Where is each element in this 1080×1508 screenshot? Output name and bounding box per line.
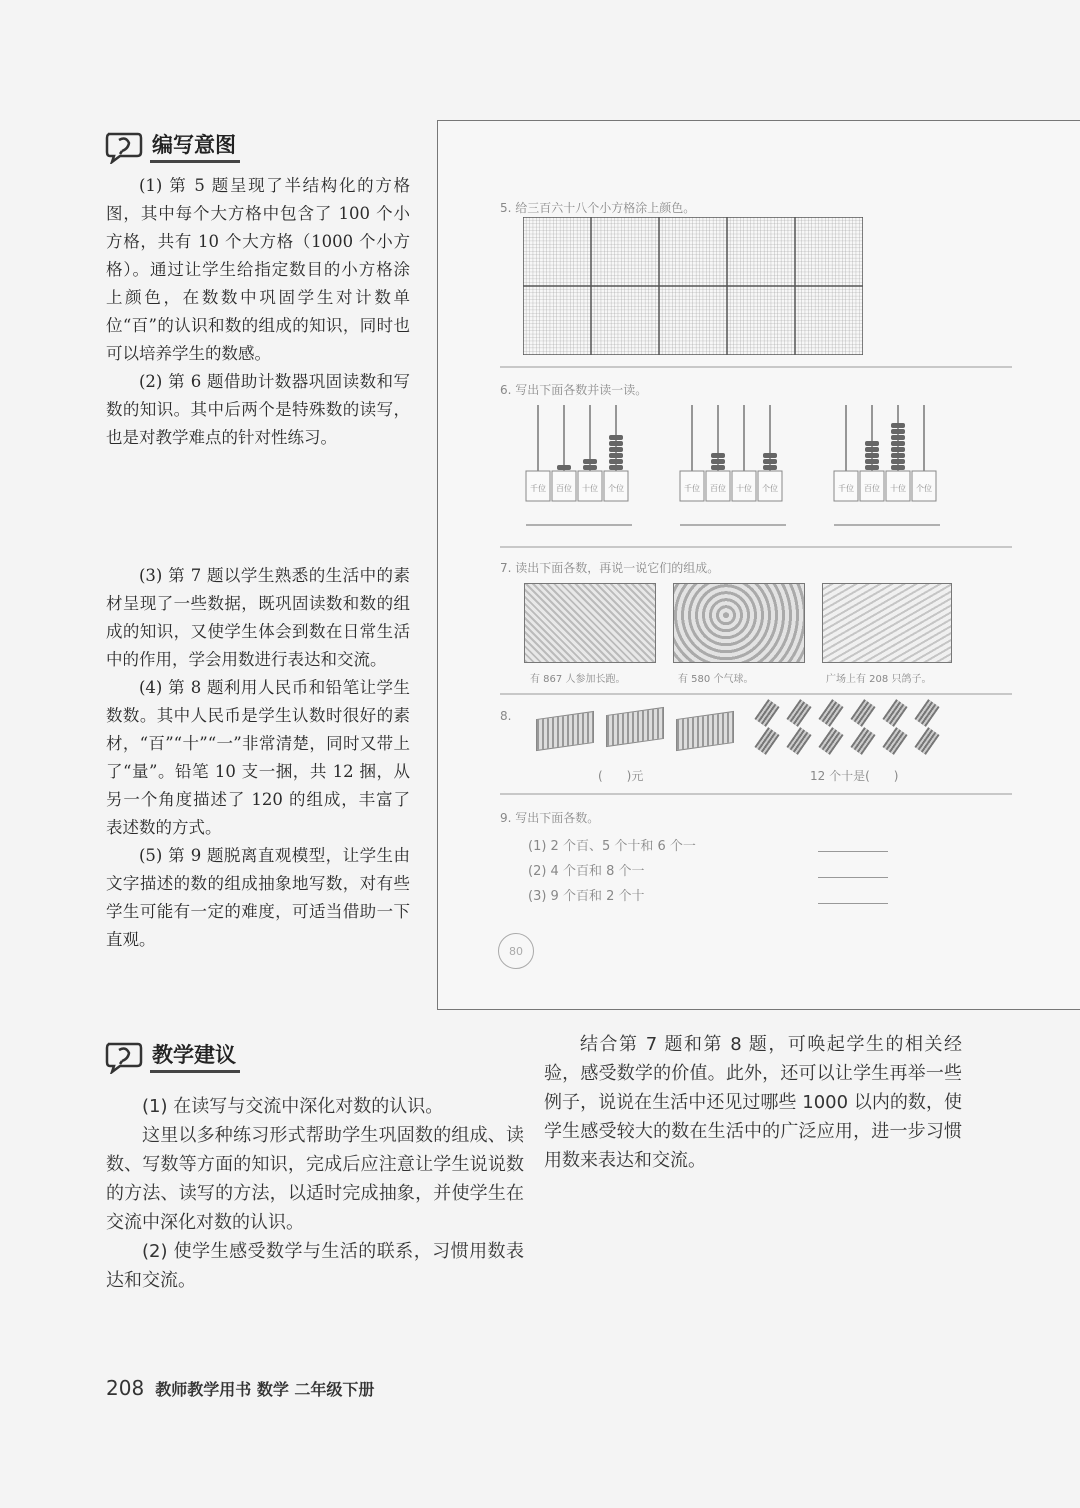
abacus-label: 百位 — [864, 484, 880, 493]
question-9: 9. 写出下面各数。 — [500, 811, 600, 825]
page-number-badge: 80 — [498, 933, 534, 969]
pencil-bundle — [850, 727, 875, 755]
abacus-bead — [865, 453, 879, 458]
divider — [500, 693, 1012, 695]
abacus — [832, 401, 952, 531]
question-5: 5. 给三百六十八个小方格涂上颜色。 — [500, 201, 696, 215]
abacus-bead — [609, 447, 623, 452]
pencil-bundle — [818, 727, 843, 755]
answer-line — [818, 851, 888, 852]
paragraph: (4) 第 8 题利用人民币和铅笔让学生数数。其中人民币是学生认数时很好的素材，“百”“十”“一”非常清楚，同时又带上了“量”。铅笔 10 支一捆，共 12 捆，从另一个角度描述了 120 的组成，丰富了表述数的方式。 — [106, 678, 410, 837]
abacus-label: 百位 — [710, 484, 726, 493]
photo-runners — [524, 583, 656, 663]
abacus-bead — [865, 447, 879, 452]
caption: 有 867 人参加长跑。 — [530, 674, 626, 685]
pencil-bundle — [914, 727, 939, 755]
caption: 12 个十是( ) — [810, 769, 899, 783]
teaching-advice-right — [544, 1030, 962, 1175]
abacus-label: 百位 — [556, 484, 572, 493]
pencil-bundle — [754, 699, 779, 727]
abacus-label: 千位 — [838, 484, 854, 493]
abacus-label: 千位 — [684, 484, 700, 493]
abacus-bead — [891, 423, 905, 428]
abacus-bead — [891, 447, 905, 452]
abacus-label: 个位 — [608, 484, 624, 493]
abacus-bead — [891, 459, 905, 464]
page-footer — [106, 1376, 374, 1400]
answer-line — [818, 903, 888, 904]
abacus-label: 个位 — [762, 484, 778, 493]
abacus-bead — [609, 465, 623, 470]
divider — [500, 546, 1012, 548]
abacus-label: 十位 — [890, 484, 906, 493]
abacus-bead — [891, 465, 905, 470]
pencil-bundle — [914, 699, 939, 727]
caption: ( )元 — [598, 769, 644, 783]
q9-item: (3) 9 个百和 2 个十 — [528, 889, 645, 904]
paragraph: (3) 第 7 题以学生熟悉的生活中的素材呈现了一些数据，既巩固读数和数的组成的知识，又使学生体会到数在日常生活中的作用，学会用数进行表达和交流。 — [106, 566, 410, 669]
divider — [500, 366, 1012, 368]
abacus-bead — [865, 441, 879, 446]
question-7: 7. 读出下面各数，再说一说它们的组成。 — [500, 561, 720, 575]
abacus-label: 千位 — [530, 484, 546, 493]
q9-item: (1) 2 个百、5 个十和 6 个一 — [528, 839, 696, 854]
section-header-design-intent — [104, 130, 240, 164]
photo-balloons — [673, 583, 805, 663]
abacus-bead — [763, 465, 777, 470]
page-number: 208 — [106, 1376, 145, 1400]
money-bundle — [536, 711, 594, 751]
abacus-bead — [763, 459, 777, 464]
section-title: 教学建议 — [150, 1042, 240, 1073]
q9-item: (2) 4 个百和 8 个一 — [528, 864, 645, 879]
money-bundle — [676, 711, 734, 751]
abacus-bead — [609, 453, 623, 458]
paragraph: 这里以多种练习形式帮助学生巩固数的组成、读数、写数等方面的知识，完成后应注意让学生说说数的方法、读写的方法，以适时完成抽象，并使学生在交流中深化对数的认识。 — [106, 1125, 524, 1233]
abacus-bead — [711, 459, 725, 464]
abacus-bead — [609, 435, 623, 440]
abacus-row — [524, 401, 994, 531]
abacus-bead — [891, 435, 905, 440]
abacus — [524, 401, 644, 531]
chat-bubble-icon — [104, 130, 144, 164]
abacus — [678, 401, 798, 531]
abacus-bead — [763, 453, 777, 458]
abacus-bead — [583, 459, 597, 464]
pencil-bundle — [754, 727, 779, 755]
divider — [500, 793, 1012, 795]
abacus-bead — [891, 441, 905, 446]
design-intent-block — [106, 172, 410, 452]
money-bundles — [536, 711, 741, 751]
question-8: 8. — [500, 709, 512, 723]
paragraph: (2) 第 6 题借助计数器巩固读数和写数的知识。其中后两个是特殊数的读写，也是对教学难点的针对性练习。 — [106, 372, 410, 447]
paragraph: (1) 在读写与交流中深化对数的认识。 — [142, 1096, 444, 1117]
abacus-bead — [557, 465, 571, 470]
paragraph: (1) 第 5 题呈现了半结构化的方格图，其中每个大方格中包含了 100 个小方格，共有 10 个大方格（1000 个小方格）。通过让学生给指定数目的小方格涂上颜色，在数数中巩固学生对计数单位“百”的认识和数的组成的知识，同时也可以培养学生的数感。 — [106, 176, 410, 363]
design-intent-block-2 — [106, 562, 410, 954]
teaching-advice-left — [106, 1092, 524, 1295]
grid-figure — [523, 217, 863, 355]
abacus-bead — [891, 453, 905, 458]
pencil-bundle — [818, 699, 843, 727]
caption: 广场上有 208 只鸽子。 — [826, 674, 932, 685]
abacus-bead — [711, 453, 725, 458]
abacus-bead — [891, 429, 905, 434]
paragraph: (5) 第 9 题脱离直观模型，让学生由文字描述的数的组成抽象地写数，对有些学生可能有一定的难度，可适当借助一下直观。 — [106, 846, 410, 949]
abacus-bead — [711, 465, 725, 470]
abacus-bead — [865, 459, 879, 464]
photo-pigeons — [822, 583, 952, 663]
pencil-bundle — [882, 727, 907, 755]
section-header-teaching-advice — [104, 1040, 240, 1074]
question-6: 6. 写出下面各数并读一读。 — [500, 383, 648, 397]
abacus-label: 十位 — [736, 484, 752, 493]
answer-line — [818, 877, 888, 878]
abacus-label: 个位 — [916, 484, 932, 493]
caption: 有 580 个气球。 — [678, 674, 754, 685]
money-bundle — [606, 707, 664, 747]
textbook-page-thumbnail — [437, 120, 1080, 1010]
book-title: 教师教学用书 数学 二年级下册 — [155, 1380, 375, 1399]
section-title: 编写意图 — [150, 132, 240, 163]
paragraph: (2) 使学生感受数学与生活的联系，习惯用数表达和交流。 — [106, 1241, 524, 1291]
abacus-bead — [609, 441, 623, 446]
pencil-bundle — [786, 699, 811, 727]
abacus-bead — [609, 459, 623, 464]
paragraph: 结合第 7 题和第 8 题，可唤起学生的相关经验，感受数学的价值。此外，还可以让学生再举一些例子，说说在生活中还见过哪些 1000 以内的数，使学生感受较大的数在生活中的广泛应用，进一步习惯用数来表达和交流。 — [544, 1034, 962, 1171]
chat-bubble-icon — [104, 1040, 144, 1074]
pencil-bundles — [760, 701, 960, 757]
abacus-bead — [583, 465, 597, 470]
pencil-bundle — [786, 727, 811, 755]
abacus-label: 十位 — [582, 484, 598, 493]
pencil-bundle — [850, 699, 875, 727]
abacus-bead — [865, 465, 879, 470]
pencil-bundle — [882, 699, 907, 727]
